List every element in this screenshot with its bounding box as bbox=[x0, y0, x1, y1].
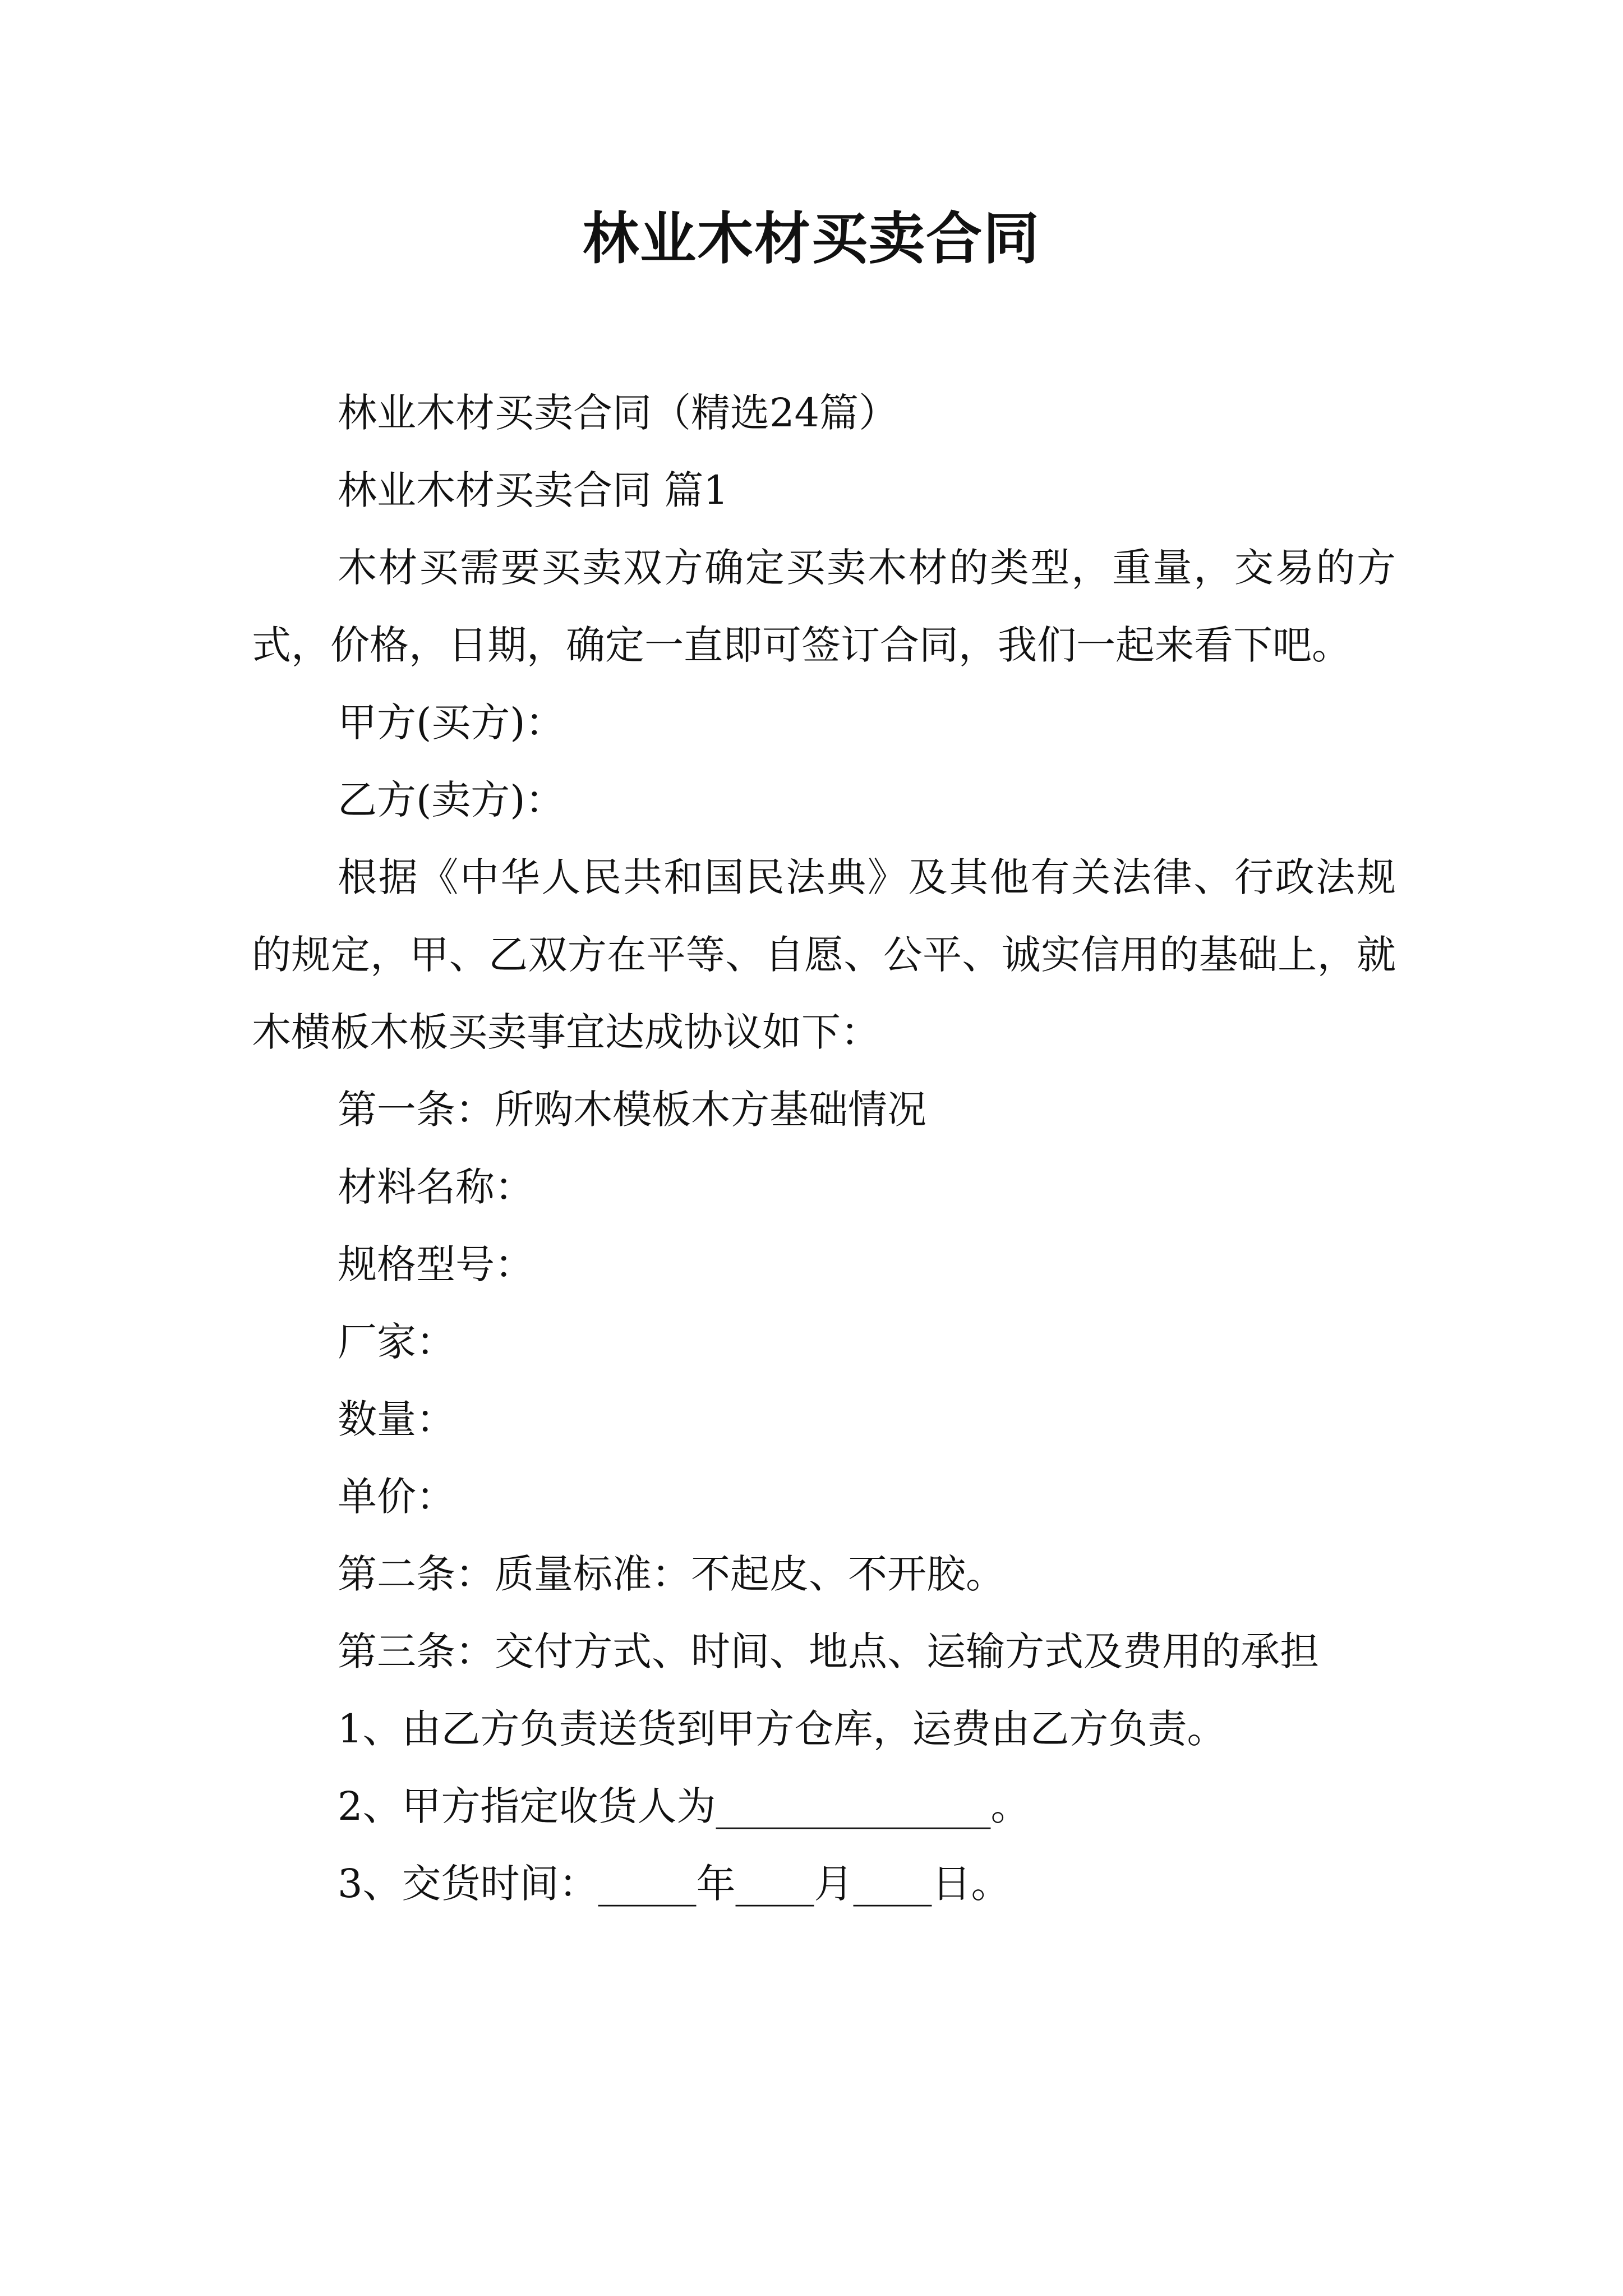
paragraph-article-1: 第一条：所购木模板木方基础情况 bbox=[338, 1087, 926, 1133]
paragraph-item-3: 3、交货时间：_____年____月____日。 bbox=[338, 1861, 1011, 1907]
paragraph-item-1: 1、由乙方负责送货到甲方仓库，运费由乙方负责。 bbox=[338, 1706, 1227, 1752]
paragraph-intro: 木材买需要买卖双方确定买卖木材的类型，重量，交易的方式，价格，日期，确定一直即可签订合同，我们一起来看下吧。 bbox=[252, 545, 1396, 668]
paragraph-material-name: 材料名称： bbox=[338, 1164, 534, 1210]
paragraph-manufacturer: 厂家： bbox=[338, 1319, 455, 1365]
paragraph-party-b: 乙方(卖方)： bbox=[338, 777, 565, 823]
document-title: 林业木材买卖合同 bbox=[583, 205, 1040, 272]
paragraph-item-2: 2、甲方指定收货人为______________。 bbox=[338, 1783, 1030, 1829]
document-body bbox=[252, 374, 1396, 1922]
paragraph-spec-model: 规格型号： bbox=[338, 1241, 534, 1287]
paragraph-article-3: 第三条：交付方式、时间、地点、运输方式及费用的承担 bbox=[338, 1628, 1319, 1674]
paragraph-subtitle: 林业木材买卖合同（精选24篇） bbox=[338, 390, 898, 436]
paragraph-quantity: 数量： bbox=[338, 1396, 455, 1442]
paragraph-article-2: 第二条：质量标准：不起皮、不开胶。 bbox=[338, 1551, 1005, 1597]
paragraph-legal-basis: 根据《中华人民共和国民法典》及其他有关法律、行政法规的规定，甲、乙双方在平等、自愿、公平、诚实信用的基础上，就木横板木板买卖事宜达成协议如下： bbox=[252, 854, 1396, 1055]
paragraph-section-heading: 林业木材买卖合同 篇1 bbox=[338, 467, 728, 513]
paragraph-unit-price: 单价： bbox=[338, 1474, 455, 1520]
paragraph-party-a: 甲方(买方)： bbox=[338, 700, 565, 746]
